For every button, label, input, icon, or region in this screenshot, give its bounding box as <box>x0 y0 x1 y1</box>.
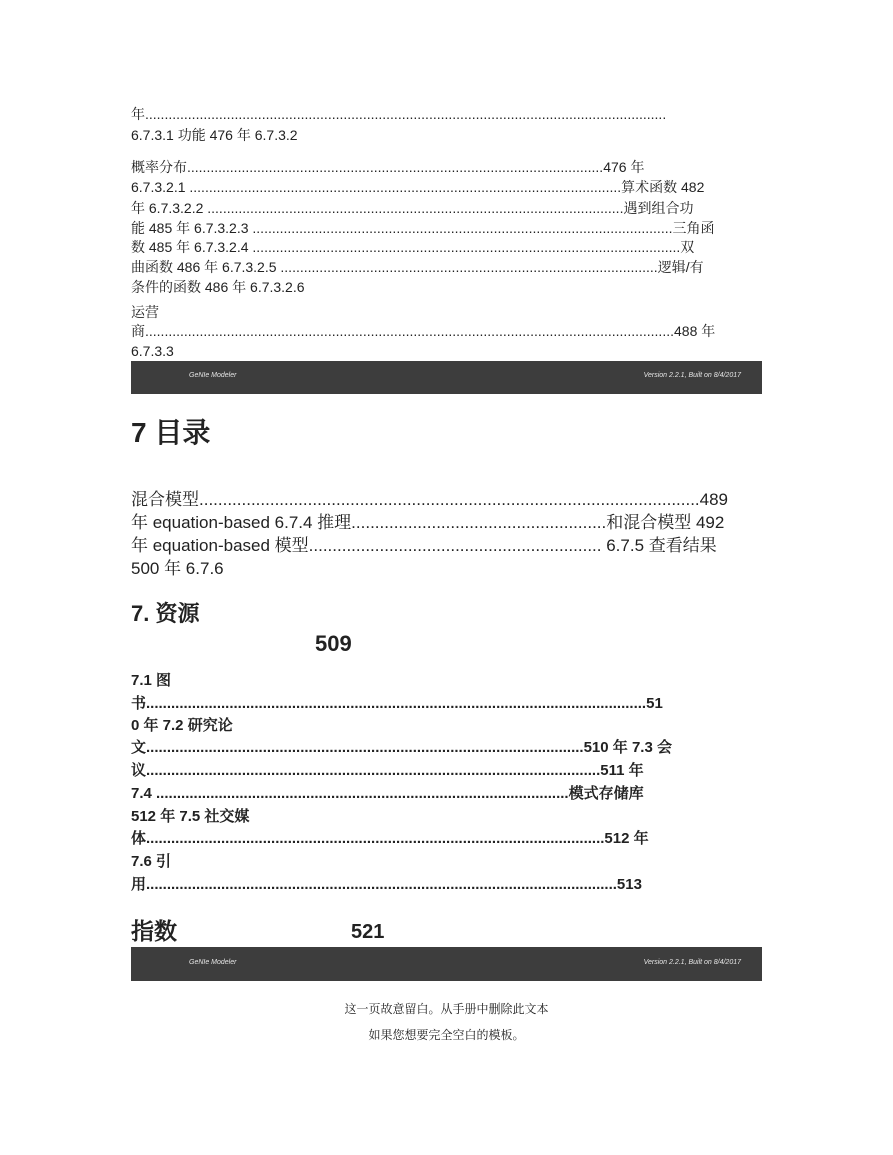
toc-line: 商........................................................................................................................................488 年 <box>131 323 716 339</box>
toc-line: 6.7.3.2.1 ...............................................................................................................算术函数 482 <box>131 179 705 195</box>
toc-line: 0 年 7.2 研究论 <box>131 717 233 734</box>
toc-line: 年 6.7.3.2.2 ...........................................................................................................遇到组合功 <box>131 200 694 216</box>
toc-line: 7.4 ...................................................................................................模式存储库 <box>131 785 644 802</box>
chapter-title: 7 目录 <box>131 417 211 448</box>
toc-line: 概率分布...........................................................................................................476 年 <box>131 159 645 175</box>
index-page-number: 521 <box>351 921 385 943</box>
footer-version: Version 2.2.1, Built on 8/4/2017 <box>643 959 741 966</box>
toc-line: 500 年 6.7.6 <box>131 559 224 578</box>
blank-page-note: 如果您想要完全空白的模板。 <box>368 1028 525 1042</box>
toc-line: 曲函数 486 年 6.7.3.2.5 .................................................................................................逻辑/有 <box>131 259 704 275</box>
toc-line: 6.7.3.1 功能 476 年 6.7.3.2 <box>131 127 298 143</box>
footer-app-name: GeNIe Modeler <box>189 959 237 966</box>
toc-line: 7.1 图 <box>131 672 172 689</box>
index-heading: 指数 <box>131 918 177 944</box>
toc-line: 年...................................................................................................................................... <box>131 106 667 122</box>
page-footer-bar <box>131 361 762 394</box>
toc-line: 条件的函数 486 年 6.7.3.2.6 <box>131 279 305 295</box>
footer-app-name: GeNIe Modeler <box>189 372 237 379</box>
section-page-number: 509 <box>315 631 352 656</box>
page-footer-bar <box>131 947 762 981</box>
footer-version: Version 2.2.1, Built on 8/4/2017 <box>643 372 741 379</box>
toc-line: 体..............................................................................................................512 年 <box>131 830 649 847</box>
toc-line: 文.........................................................................................................510 年 7.3 会 <box>131 739 672 756</box>
toc-line: 数 485 年 6.7.3.2.4 ..............................................................................................................双 <box>131 239 695 255</box>
toc-line: 能 485 年 6.7.3.2.3 ............................................................................................................三角函 <box>131 220 715 236</box>
toc-line: 年 equation-based 模型.............................................................. 6.7.5 查看结果 <box>131 536 717 555</box>
toc-line: 7.6 引 <box>131 853 172 870</box>
toc-line: 议.............................................................................................................511 年 <box>131 762 644 779</box>
toc-line: 6.7.3.3 <box>131 343 174 359</box>
toc-line: 年 equation-based 6.7.4 推理......................................................和混合模型 492 <box>131 513 725 532</box>
blank-page-note: 这一页故意留白。从手册中删除此文本 <box>344 1002 549 1016</box>
toc-line: 混合模型..........................................................................................................489 <box>131 490 729 509</box>
toc-line: 书........................................................................................................................51 <box>131 695 663 712</box>
section-heading: 7. 资源 <box>131 601 200 626</box>
toc-line: 512 年 7.5 社交媒 <box>131 808 250 825</box>
toc-line: 用.................................................................................................................513 <box>131 876 642 893</box>
toc-line: 运营 <box>131 304 159 320</box>
